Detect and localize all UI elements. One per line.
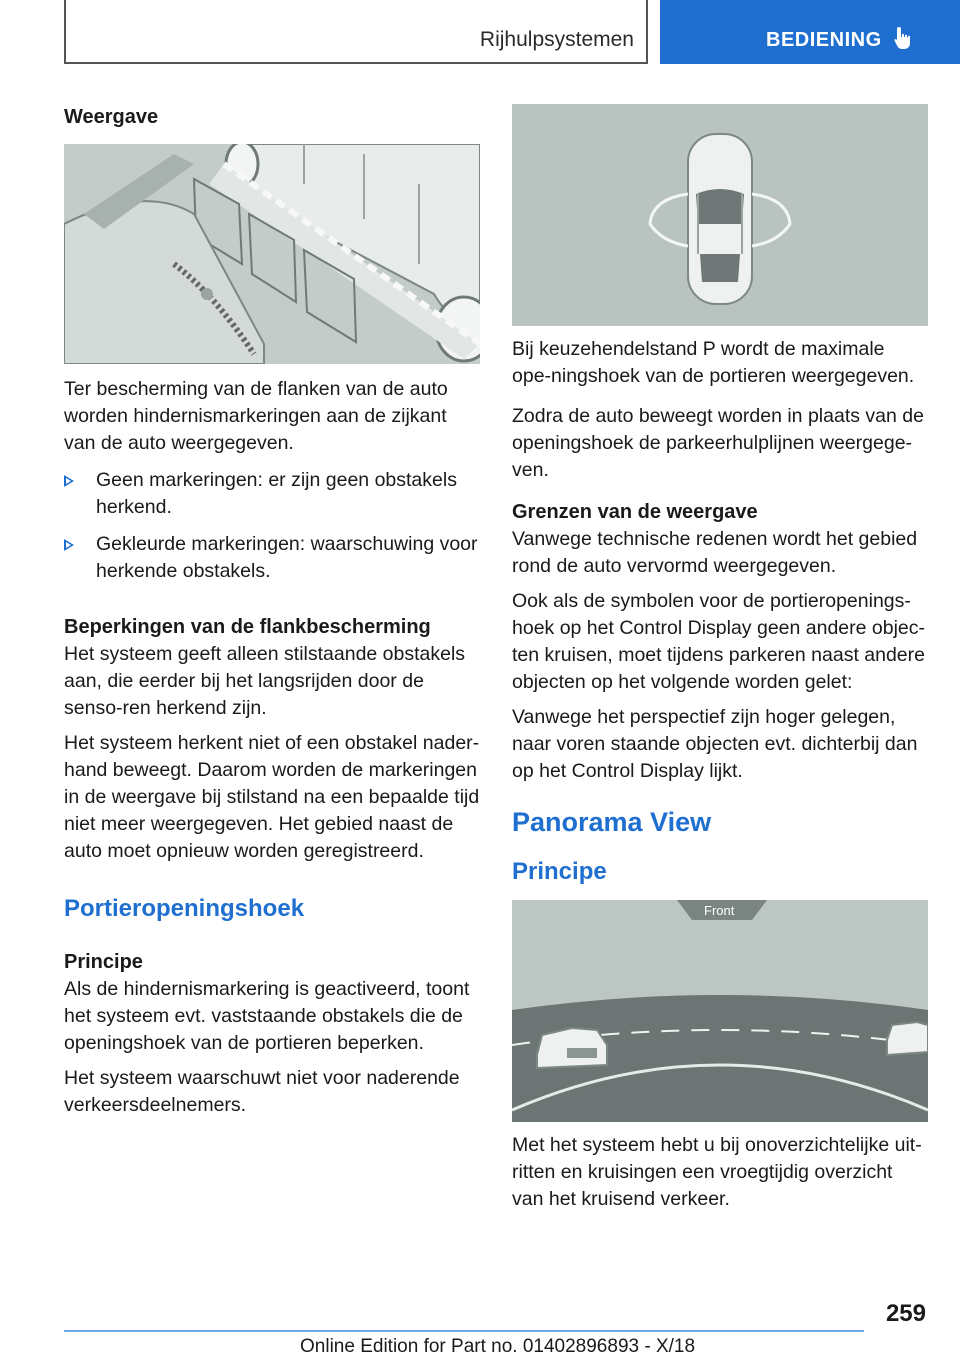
heading-weergave: Weergave: [64, 106, 159, 128]
footer-edition: Online Edition for Part no. 01402896893 - X/18: [300, 1336, 696, 1357]
header-box: [64, 0, 648, 64]
page-number: 259: [885, 1300, 926, 1327]
subsection-heading-principe: Principe: [512, 858, 607, 885]
footer-divider: [64, 1330, 864, 1332]
figure-door-opening: [512, 104, 928, 326]
paragraph: Vanwege technische redenen wordt het gebied rond de auto vervormd weergegeven.: [512, 528, 918, 577]
paragraph: Vanwege het perspectief zijn hoger gelegen, naar voren staande objecten evt. dichterbij dan op het Control Display lijkt.: [512, 706, 918, 782]
right-column-body: [512, 336, 928, 886]
bullet-triangle-icon: [64, 539, 74, 551]
section-heading-panorama-view: Panorama View: [512, 807, 712, 837]
hand-pointer-icon: [892, 25, 916, 51]
right-column-footer-text: [512, 1132, 928, 1213]
heading-principe: Principe: [64, 951, 143, 973]
paragraph: Het systeem waarschuwt niet voor naderende verkeersdeelnemers.: [64, 1067, 460, 1116]
heading-beperkingen: Beperkingen van de flankbescherming: [64, 616, 431, 638]
list-item: Geen markeringen: er zijn geen obstakels herkend.: [64, 467, 480, 521]
list-item: Gekleurde markeringen: waarschuwing voor herkende obstakels.: [64, 531, 480, 585]
figure-flank-protection: [64, 144, 480, 364]
left-column: [64, 104, 480, 131]
front-label: Front: [704, 903, 735, 918]
paragraph: Ter bescherming van de flanken van de auto worden hindernismarkeringen aan de zijkant van de auto weergegeven.: [64, 378, 448, 454]
paragraph: Het systeem geeft alleen stilstaande obstakels aan, die eerder bij het langsrijden door de senso-ren herkend zijn.: [64, 643, 466, 719]
paragraph: Bij keuzehendelstand P wordt de maximale ope-ningshoek van de portieren weergegeven.: [512, 338, 915, 387]
bullet-triangle-icon: [64, 475, 74, 487]
paragraph: Met het systeem hebt u bij onoverzichtelijke uit-ritten en kruisingen een vroegtijdig overzicht van het kruisend verkeer.: [512, 1134, 922, 1210]
section-title: Rijhulpsystemen: [479, 28, 634, 51]
figure-panorama-view: [512, 900, 928, 1122]
paragraph: Ook als de symbolen voor de portieropenings-hoek op het Control Display geen andere objec-ten kruisen, moet tijdens parkeren naast andere objecten op het volgende worden gelet:: [512, 590, 926, 693]
tab-label: BEDIENING: [766, 29, 882, 51]
paragraph: Als de hindernismarkering is geactiveerd, toont het systeem evt. vaststaande obstakels die de openingshoek van de portieren beperken.: [64, 978, 470, 1054]
flank-illustration: [64, 144, 480, 364]
panorama-illustration: [512, 900, 928, 1122]
paragraph: Het systeem herkent niet of een obstakel nader-hand beweegt. Daarom worden de markeringen in de weergave bij stilstand na een bepaalde tijd niet meer weergegeven. Het gebied naast de auto moet opnieuw worden geregistreerd.: [64, 732, 480, 862]
paragraph: Zodra de auto beweegt worden in plaats van de openingshoek de parkeerhulplijnen weergege-ven.: [512, 405, 924, 481]
tab-bediening[interactable]: [660, 0, 960, 64]
section-heading-portieropeningshoek: Portieropeningshoek: [64, 895, 305, 922]
heading-grenzen: Grenzen van de weergave: [512, 501, 758, 523]
left-column-body: [64, 376, 480, 1119]
door-opening-illustration: [512, 104, 928, 326]
